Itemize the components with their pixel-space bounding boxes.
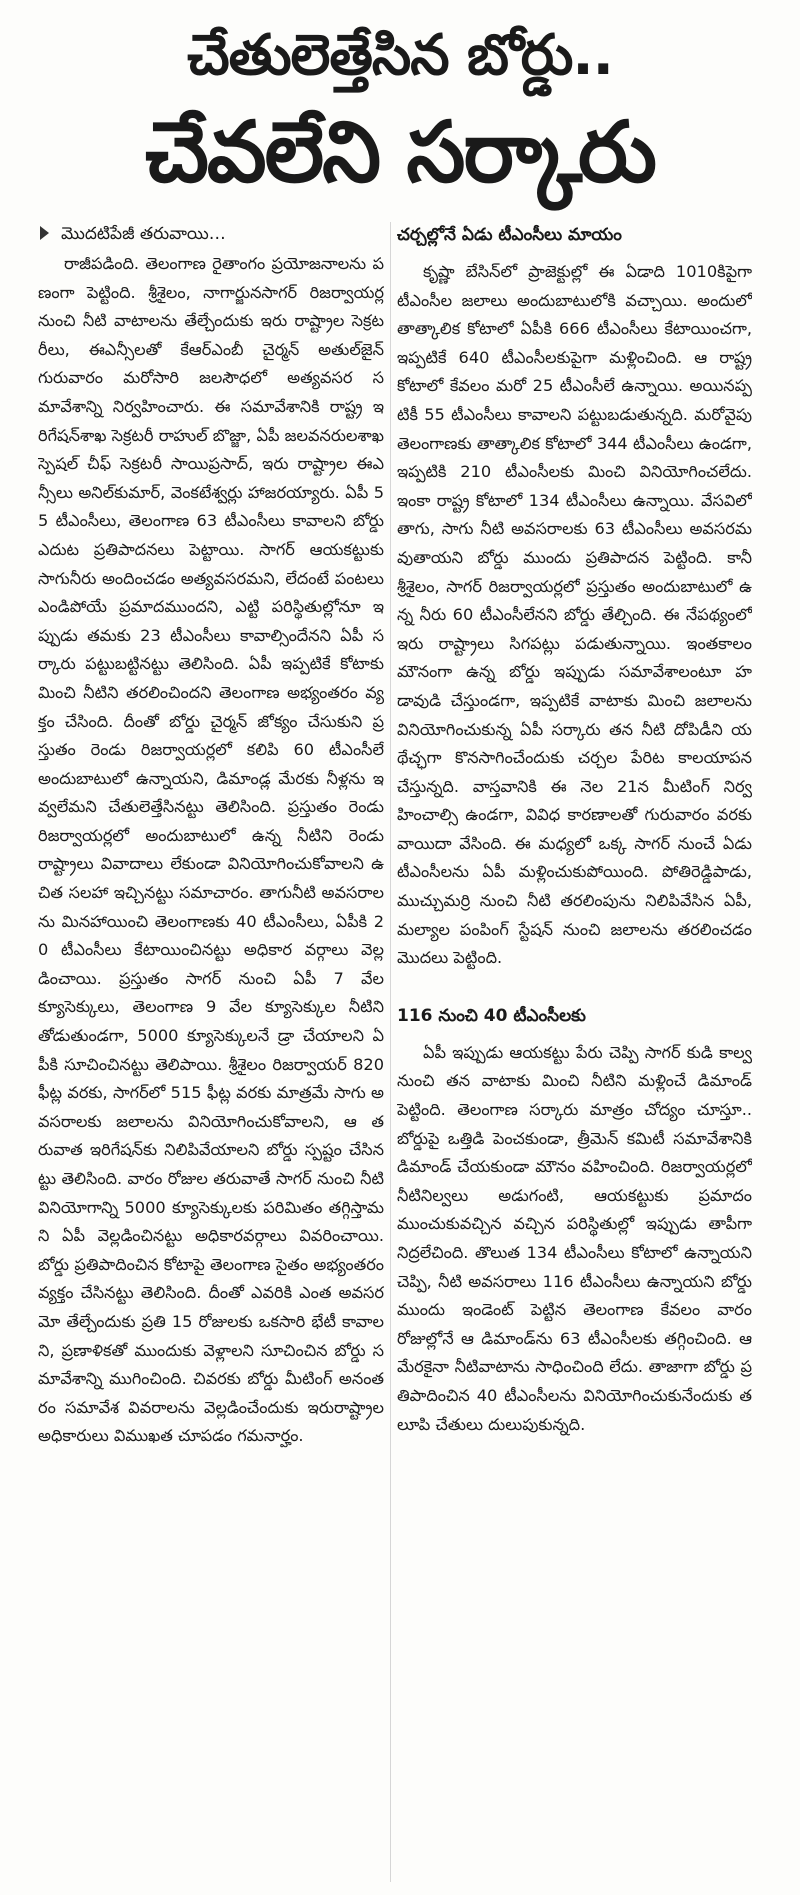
subheading-2: 116 నుంచి 40 టీఎంసీలకు bbox=[397, 1005, 586, 1026]
headline-line-1: చేతులెత్తేసిన బోర్డు.. bbox=[187, 23, 613, 88]
left-column-body: రాజీపడింది. తెలంగాణ రైతాంగం ప్రయోజనాలను పణంగా పెట్టింది. శ్రీశైలం, నాగార్జునసాగర్ రిజర్వాయర్ల నుంచి నీటి వాటాలను తేల్చేందుకు ఇరు రాష్ట్రాల సెక్రటరీలు, ఈఎన్సీలతో కేఆర్ఎంబీ చైర్మన్ అతుల్‌జైన్ గురువారం మరోసారి జలసౌధలో అత్యవసర సమావేశాన్ని నిర్వహించారు. ఈ సమావేశానికి రాష్ట్ర ఇరిగేషన్‌శాఖ సెక్రటరీ రాహుల్ బొజ్జా, ఏపీ జలవనరులశాఖ స్పెషల్ చీఫ్ సెక్రటరీ సాయిప్రసాద్, ఇరు రాష్ట్రాల ఈఎన్సీలు అనిల్‌కుమార్, వెంకటేశ్వర్లు హాజరయ్యారు. ఏపీ 55 టీఎంసీలు, తెలంగాణ 63 టీఎంసీలు కావాలని బోర్డు ఎదుట ప్రతిపాదనలు పెట్టాయి. సాగర్ ఆయకట్టుకు సాగునీరు అందించడం అత్యవసరమని, లేదంటే పంటలు ఎండిపోయే ప్రమాదముందని, ఎట్టి పరిస్థితుల్లోనూ ఇప్పుడు తమకు 23 టీఎంసీలు కావాల్సిందేనని ఏపీ సర్కారు పట్టుబట్టినట్టు తెలిసింది. ఏపీ ఇప్పటికే కోటాకు మించి నీటిని తరలించిందని తెలంగాణ అభ్యంతరం వ్యక్తం చేసింది. దీంతో బోర్డు చైర్మన్ జోక్యం చేసుకుని ప్రస్తుతం రెండు రిజర్వాయర్లలో కలిపి 60 టీఎంసీలే అందుబాటులో ఉన్నాయని, డిమాండ్ల మేరకు నీళ్లను ఇవ్వలేమని చేతులెత్తేసినట్టు తెలిసింది. ప్రస్తుతం రెండు రిజర్వాయర్లలో అందుబాటులో ఉన్న నీటిని రెండు రాష్ట్రాలు వివాదాలు లేకుండా వినియోగించుకోవాలని ఉచిత సలహా ఇచ్చినట్టు సమాచారం. తాగునీటి అవసరాలను మినహాయించి తెలంగాణకు 40 టీఎంసీలు, ఏపీకి 20 టీఎంసీలు కేటాయించినట్టు అధికార వర్గాలు వెల్లడించాయి. ప్రస్తుతం సాగర్ నుంచి ఏపీ 7 వేల క్యూసెక్కులు, తెలంగాణ 9 వేల క్యూసెక్కుల నీటిని తోడుతుండగా, 5000 క్యూసెక్కులనే డ్రా చేయాలని ఏపీకి సూచించినట్టు తెలిపాయి. శ్రీశైలం రిజర్వాయర్ 820 ఫీట్ల వరకు, సాగర్‌లో 515 ఫీట్ల వరకు మాత్రమే సాగు అవసరాలకు జలాలను వినియోగించుకోవాలని, ఆ తరువాత ఇరిగేషన్‌కు నిలిపివేయాలని బోర్డు స్పష్టం చేసినట్టు తెలిసింది. వారం రోజుల తరువాతే సాగర్ నుంచి నీటి వినియోగాన్ని 5000 క్యూసెక్కులకు పరిమితం తగ్గిస్తామని ఏపీ వెల్లడించినట్టు అధికారవర్గాలు వివరించాయి. బోర్డు ప్రతిపాదించిన కోటాపై తెలంగాణ సైతం అభ్యంతరం వ్యక్తం చేసినట్టు తెలిసింది. దీంతో ఎవరికి ఎంత అవసరమో తేల్చేందుకు ప్రతి 15 రోజులకు ఒకసారి భేటీ కావాలని, ప్రణాళికతో ముందుకు వెళ్లాలని సూచించిన బోర్డు సమావేశాన్ని ముగించింది. చివరకు బోర్డు మీటింగ్ అనంతరం సమావేశ వివరాలను వెల్లడించేందుకు ఇరురాష్ట్రాల అధికారులు విముఖత చూపడం గమనార్హం. bbox=[38, 254, 384, 1446]
headline-line-2: చేవలేని సర్కారు bbox=[145, 103, 655, 201]
right-column bbox=[397, 220, 752, 1885]
column-divider bbox=[390, 222, 391, 1882]
left-column bbox=[38, 220, 384, 1885]
arrow-right-icon bbox=[40, 226, 49, 240]
continuation-kicker bbox=[40, 220, 384, 248]
continuation-label: మొదటిపేజీ తరువాయి… bbox=[61, 224, 226, 244]
right-column-body-1: కృష్ణా బేసిన్‌లో ప్రాజెక్టుల్లో ఈ ఏడాది 1010కిపైగా టీఎంసీల జలాలు అందుబాటులోకి వచ్చాయి. అందులో తాత్కాలిక కోటాలో ఏపీకి 666 టీఎంసీలు కేటాయించగా, ఇప్పటికే 640 టీఎంసీలకుపైగా మళ్లించింది. ఆ రాష్ట్ర కోటాలో కేవలం మరో 25 టీఎంసీలే ఉన్నాయి. అయినప్పటికీ 55 టీఎంసీలు కావాలని పట్టుబడుతున్నది. మరోవైపు తెలంగాణకు తాత్కాలిక కోటాలో 344 టీఎంసీలు ఉండగా, ఇప్పటికి 210 టీఎంసీలకు మించి వినియోగించలేదు. ఇంకా రాష్ట్ర కోటాలో 134 టీఎంసీలు ఉన్నాయి. వేసవిలో తాగు, సాగు నీటి అవసరాలకు 63 టీఎంసీలు అవసరమవుతాయని బోర్డు ముందు ప్రతిపాదన పెట్టింది. కానీ శ్రీశైలం, సాగర్ రిజర్వాయర్లలో ప్రస్తుతం అందుబాటులో ఉన్న నీరు 60 టీఎంసీలేనని బోర్డు తేల్చింది. ఈ నేపథ్యంలో ఇరు రాష్ట్రాలు సిగపట్లు పడుతున్నాయి. ఇంతకాలం మౌనంగా ఉన్న బోర్డు ఇప్పుడు సమావేశాలంటూ హడావుడి చేస్తుండగా, ఇప్పటికే వాటాకు మించి జలాలను వినియోగించుకున్న ఏపీ సర్కారు తన నీటి దోపిడీని యథేచ్ఛగా కొనసాగించేందుకు చర్చల పేరిట కాలయాపన చేస్తున్నది. వాస్తవానికి ఈ నెల 21న మీటింగ్ నిర్వహించాల్సి ఉండగా, వివిధ కారణాలతో గురువారం వరకు వాయిదా వేసింది. ఈ మధ్యలో ఒక్క సాగర్ నుంచే ఏడు టీఎంసీలను ఏపీ మళ్లించుకుపోయింది. పోతిరెడ్డిపాడు, ముచ్చుమర్రి నుంచి నీటి తరలింపును నిలిపివేసిన ఏపీ, మల్యాల పంపింగ్ స్టేషన్ నుంచి జలాలను తరలించడం మొదలు పెట్టింది. bbox=[397, 262, 752, 968]
subheading-1: చర్చల్లోనే ఏడు టీఎంసీలు మాయం bbox=[397, 225, 622, 245]
right-column-body-2: ఏపీ ఇప్పుడు ఆయకట్టు పేరు చెప్పి సాగర్ కుడి కాల్వ నుంచి తన వాటాకు మించి నీటిని మళ్లించే డిమాండ్ పెట్టింది. తెలంగాణ సర్కారు మాత్రం చోద్యం చూస్తూ.. బోర్డుపై ఒత్తిడి పెంచకుండా, త్రీమెన్ కమిటీ సమావేశానికి డిమాండ్ చేయకుండా మౌనం వహించింది. రిజర్వాయర్లలో నీటినిల్వలు అడుగంటి, ఆయకట్టుకు ప్రమాదం ముంచుకువచ్చిన వచ్చిన పరిస్థితుల్లో ఇప్పుడు తాపీగా నిద్రలేచింది. తొలుత 134 టీఎంసీలు కోటాలో ఉన్నాయని చెప్పి, నీటి అవసరాలు 116 టీఎంసీలు ఉన్నాయని బోర్డు ముందు ఇండెంట్ పెట్టిన తెలంగాణ కేవలం వారం రోజుల్లోనే ఆ డిమాండ్‌ను 63 టీఎంసీలకు తగ్గించింది. ఆ మేరకైనా నీటివాటాను సాధించింది లేదు. తాజాగా బోర్డు ప్రతిపాదించిన 40 టీఎంసీలను వినియోగించుకునేందుకు తలూపి చేతులు దులుపుకున్నది. bbox=[397, 1042, 752, 1434]
